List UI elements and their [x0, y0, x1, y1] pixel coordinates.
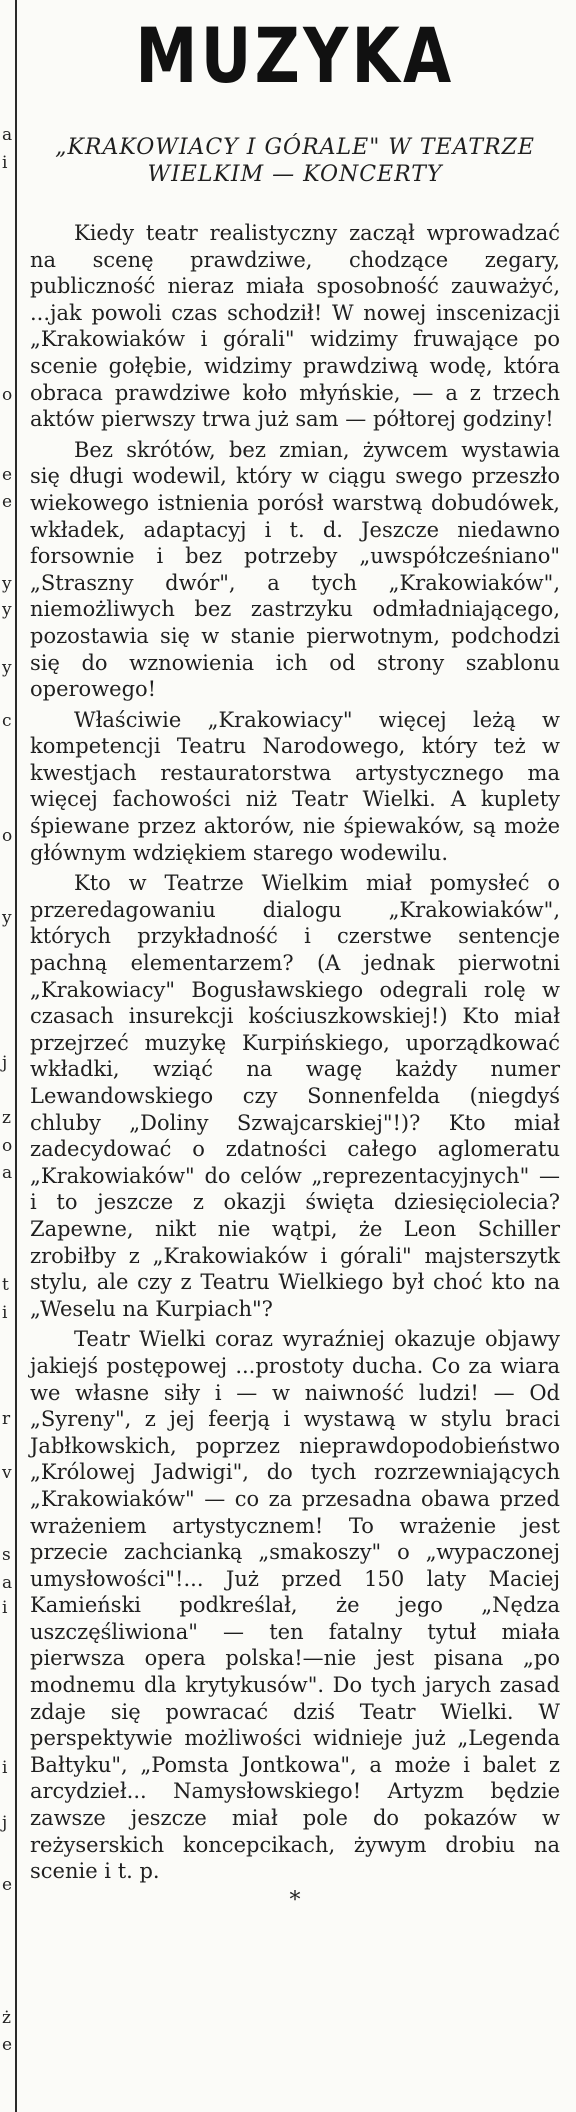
fragment-letter: e — [2, 1875, 13, 1895]
column-divider — [15, 0, 17, 2112]
fragment-letter: t — [2, 1275, 9, 1295]
fragment-letter: y — [2, 574, 12, 594]
article-headline: „KRAKOWIACY I GÓRALE" W TEATRZE WIELKIM — KONCERTY — [55, 135, 535, 187]
fragment-letter: ż — [2, 2008, 11, 2028]
article-paragraph: Właściwie „Krakowiacy" więcej leżą w kompetencji Teatru Narodowego, który też w kwestjach restauratorstwa artystycznego ma więcej fachowości niż Teatr Wielki. A kuplety śpiewane przez aktorów, nie śpiewaków, są może głównym wdziękiem starego wodewilu. — [30, 707, 560, 865]
article-paragraph: Teatr Wielki coraz wyraźniej okazuje objawy jakiejś postępowej ...prostoty ducha. Co za wiara we własne siły i — w naiwność ludzi! — Od „Syreny", z jej feerją i wystawą w stylu braci Jabłkowskich, poprzez nieprawdopodobieństwo „Królowej Jadwigi", do tych rozrzewniających „Krakowiaków" — co za przesadna obawa przed wrażeniem artystycznem! To wrażenie jest przecie zachcianką „smakoszy" o „wypaczonej umysłowości"!... Już przed 150 laty Maciej Kamieński podkreślał, że jego „Nędza uszczęśliwiona" — ten fatalny tytuł miała pierwsza opera polska!—nie jest pisana „po modnemu dla krytykusów". Do tych jarych zasad zdaje się powracać dziś Teatr Wielki. W perspektywie możliwości widnieje już „Legenda Bałtyku", „Pomsta Jontkowa", a może i balet z arcydzieł... Namysłowskiego! Artyzm będzie zawsze jeszcze miał pole do pokazów w reżyserskich koncepcikach, żywym drobiu na scenie i t. p. — [30, 1327, 560, 1884]
fragment-letter: e — [2, 492, 13, 512]
fragment-letter: e — [2, 2035, 13, 2055]
fragment-letter: o — [2, 385, 13, 405]
article-paragraph: Kto w Teatrze Wielkim miał pomysłeć o przeredagowaniu dialogu „Krakowiaków", których przykładność i czerstwe sentencje pachną elementarzem? (A jednak pierwotni „Krakowiacy" Bogusławskiego odegrali rolę w czasach insurekcji kościuszkowskiej!) Kto miał przejrzeć muzykę Kurpińskiego, uporządkować wkładki, wziąć na wagę każdy numer Lewandowskiego czy Sonnenfelda (niegdyś chluby „Doliny Szwajcarskiej"!)? Kto miał zadecydować o zdatności całego aglomeratu „Krakowiaków" do celów „reprezentacyjnych" — i to jeszcze z okazji święta dziesięciolecia? Zapewne, nikt nie wątpi, że Leon Schiller zrobiłby z „Krakowiaków i górali" majsterszytk stylu, ale czy z Teatru Wielkiego był choć kto na „Weselu na Kurpiach"? — [30, 871, 560, 1321]
fragment-letter: a — [2, 1573, 13, 1593]
fragment-letter: y — [2, 658, 12, 678]
fragment-letter: j — [2, 1053, 8, 1073]
fragment-letter: o — [2, 826, 13, 846]
fragment-letter: c — [2, 711, 12, 731]
fragment-letter: a — [2, 1163, 13, 1183]
fragment-letter: y — [2, 908, 12, 928]
fragment-letter: j — [2, 1813, 8, 1833]
fragment-letter: e — [2, 465, 13, 485]
fragment-letter: a — [2, 125, 13, 145]
article-paragraph: Bez skrótów, bez zmian, żywcem wystawia się długi wodewil, który w ciągu swego przeszło wiekowego istnienia porósł warstwą dobudówek, wkładek, adaptacyj i t. d. Jeszcze niedawno forsownie i bez potrzeby „uwspółcześniano" „Straszny dwór", a tych „Krakowiaków", niemożliwych bez zastrzyku odmładniającego, pozostawia się w stanie pierwotnym, podchodzi się do wznowienia ich od strony szablonu operowego! — [30, 437, 560, 702]
section-title: MUZYKA — [135, 11, 455, 100]
fragment-letter: r — [2, 1409, 11, 1429]
fragment-letter: i — [2, 153, 8, 173]
fragment-letter: i — [2, 1303, 8, 1323]
article-column — [30, 0, 560, 1911]
fragment-letter: i — [2, 1758, 8, 1778]
fragment-letter: y — [2, 600, 12, 620]
adjacent-column-fragment — [0, 0, 14, 2112]
fragment-letter: z — [2, 1108, 11, 1128]
fragment-letter: o — [2, 1136, 13, 1156]
fragment-letter: i — [2, 1598, 8, 1618]
fragment-letter: s — [2, 1545, 11, 1565]
article-paragraph: Kiedy teatr realistyczny zaczął wprowadzać na scenę prawdziwe, chodzące zegary, publiczność nieraz miała sposobność zauważyć, ...jak powoli czas schodził! W nowej inscenizacji „Krakowiaków i górali" widzimy fruwające po scenie gołębie, widzimy prawdziwą wodę, która obraca prawdziwe koło młyńskie, — a z trzech aktów pierwszy trwa już sam — półtorej godziny! — [30, 221, 560, 432]
fragment-letter: v — [2, 1463, 12, 1483]
article-body — [30, 220, 560, 1885]
section-end-asterisk: * — [289, 1887, 301, 1913]
